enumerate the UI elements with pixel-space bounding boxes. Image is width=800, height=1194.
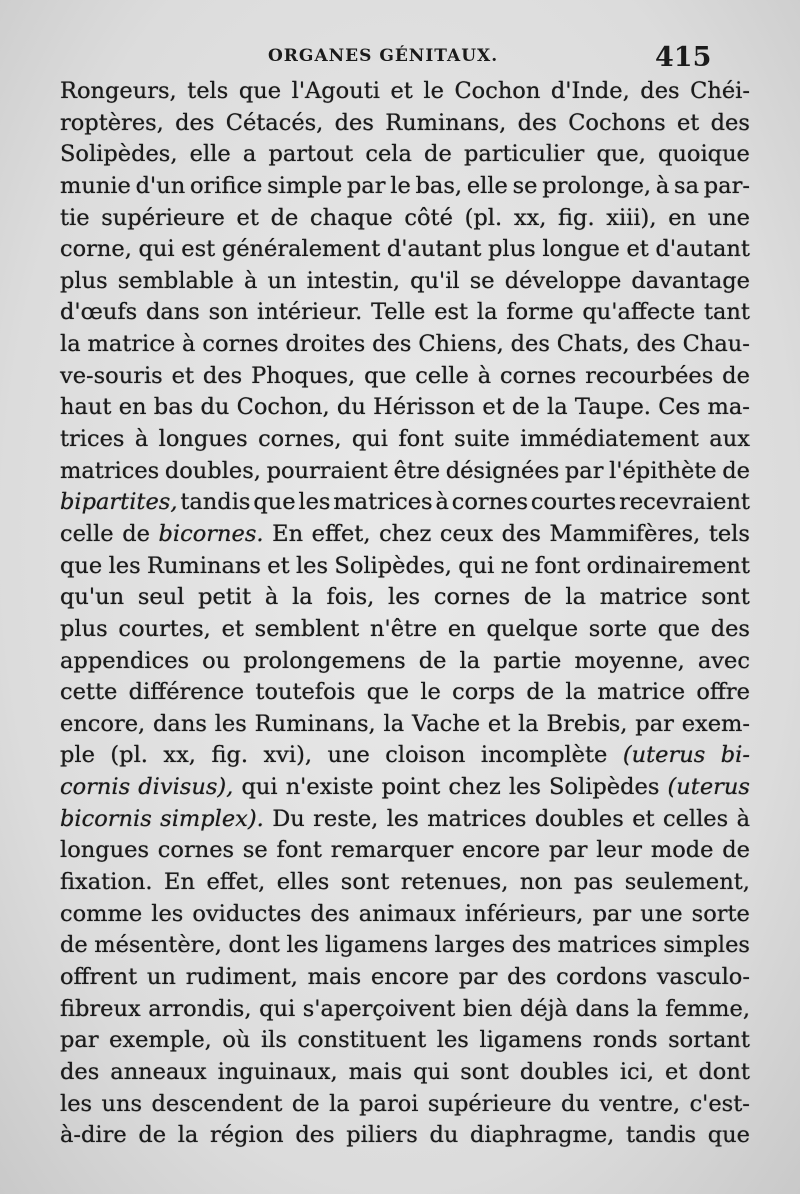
text-line: offrent un rudiment, mais encore par des cordons vasculo- [60,963,750,990]
text-line: bicornis simplex). Du reste, les matrices doubles et celles à [60,805,750,832]
text-line: fixation. En effet, elles sont retenues, non pas seulement, [60,869,750,896]
text-line: munie d'un orifice simple par le bas, elle se prolonge, à sa par- [60,172,750,199]
text-line: matrices doubles, pourraient être désignées par l'épithète de [60,457,750,484]
text-line: d'œufs dans son intérieur. Telle est la forme qu'affecte tant [60,299,750,326]
text-line: la matrice à cornes droites des Chiens, des Chats, des Chau- [60,331,750,358]
text-line: ple (pl. xx, fig. xvi), une cloison incomplète (uterus bi- [60,742,750,769]
text-line: par exemple, où ils constituent les ligamens ronds sortant [60,1027,750,1054]
text-line: Solipèdes, elle a partout cela de particulier que, quoique [60,141,750,168]
text-line: plus courtes, et semblent n'être en quelque sorte que des [60,615,750,642]
page-number: 415 [655,42,712,73]
text-line: trices à longues cornes, qui font suite immédiatement aux [60,426,750,453]
body-text [60,76,750,1152]
page-header [0,42,800,76]
text-line: que les Ruminans et les Solipèdes, qui ne font ordinairement [60,552,750,579]
text-line: haut en bas du Cochon, du Hérisson et de la Taupe. Ces ma- [60,394,750,421]
text-line: corne, qui est généralement d'autant plus longue et d'autant [60,236,750,263]
text-line: Rongeurs, tels que l'Agouti et le Cochon d'Inde, des Chéi- [60,78,750,104]
text-line: appendices ou prolongemens de la partie moyenne, avec [60,647,750,674]
text-line: tie supérieure et de chaque côté (pl. xx, fig. xiii), en une [60,204,750,231]
text-line: les uns descendent de la paroi supérieure du ventre, c'est- [60,1090,750,1117]
text-line: cornis divisus), qui n'existe point chez les Solipèdes (uterus [60,774,750,801]
text-line: celle de bicornes. En effet, chez ceux des Mammifères, tels [60,520,750,547]
running-head: ORGANES GÉNITAUX. [268,46,499,66]
text-line: encore, dans les Ruminans, la Vache et la Brebis, par exem- [60,710,750,737]
text-line: de mésentère, dont les ligamens larges des matrices simples [60,932,750,959]
text-line: à-dire de la région des piliers du diaphragme, tandis que [60,1122,750,1149]
text-line: fibreux arrondis, qui s'aperçoivent bien déjà dans la femme, [60,995,750,1022]
text-line: ve-souris et des Phoques, que celle à cornes recourbées de [60,362,750,389]
text-line: comme les oviductes des animaux inférieurs, par une sorte [60,900,750,927]
text-line: des anneaux inguinaux, mais qui sont doubles ici, et dont [60,1058,750,1085]
text-line: plus semblable à un intestin, qu'il se développe davantage [60,267,750,294]
text-line: roptères, des Cétacés, des Ruminans, des Cochons et des [60,109,750,136]
text-line: cette différence toutefois que le corps de la matrice offre [60,679,750,706]
text-line: bipartites, tandis que les matrices à cornes courtes recevraient [60,489,750,516]
text-line: qu'un seul petit à la fois, les cornes de la matrice sont [60,584,750,611]
text-line: longues cornes se font remarquer encore par leur mode de [60,837,750,864]
